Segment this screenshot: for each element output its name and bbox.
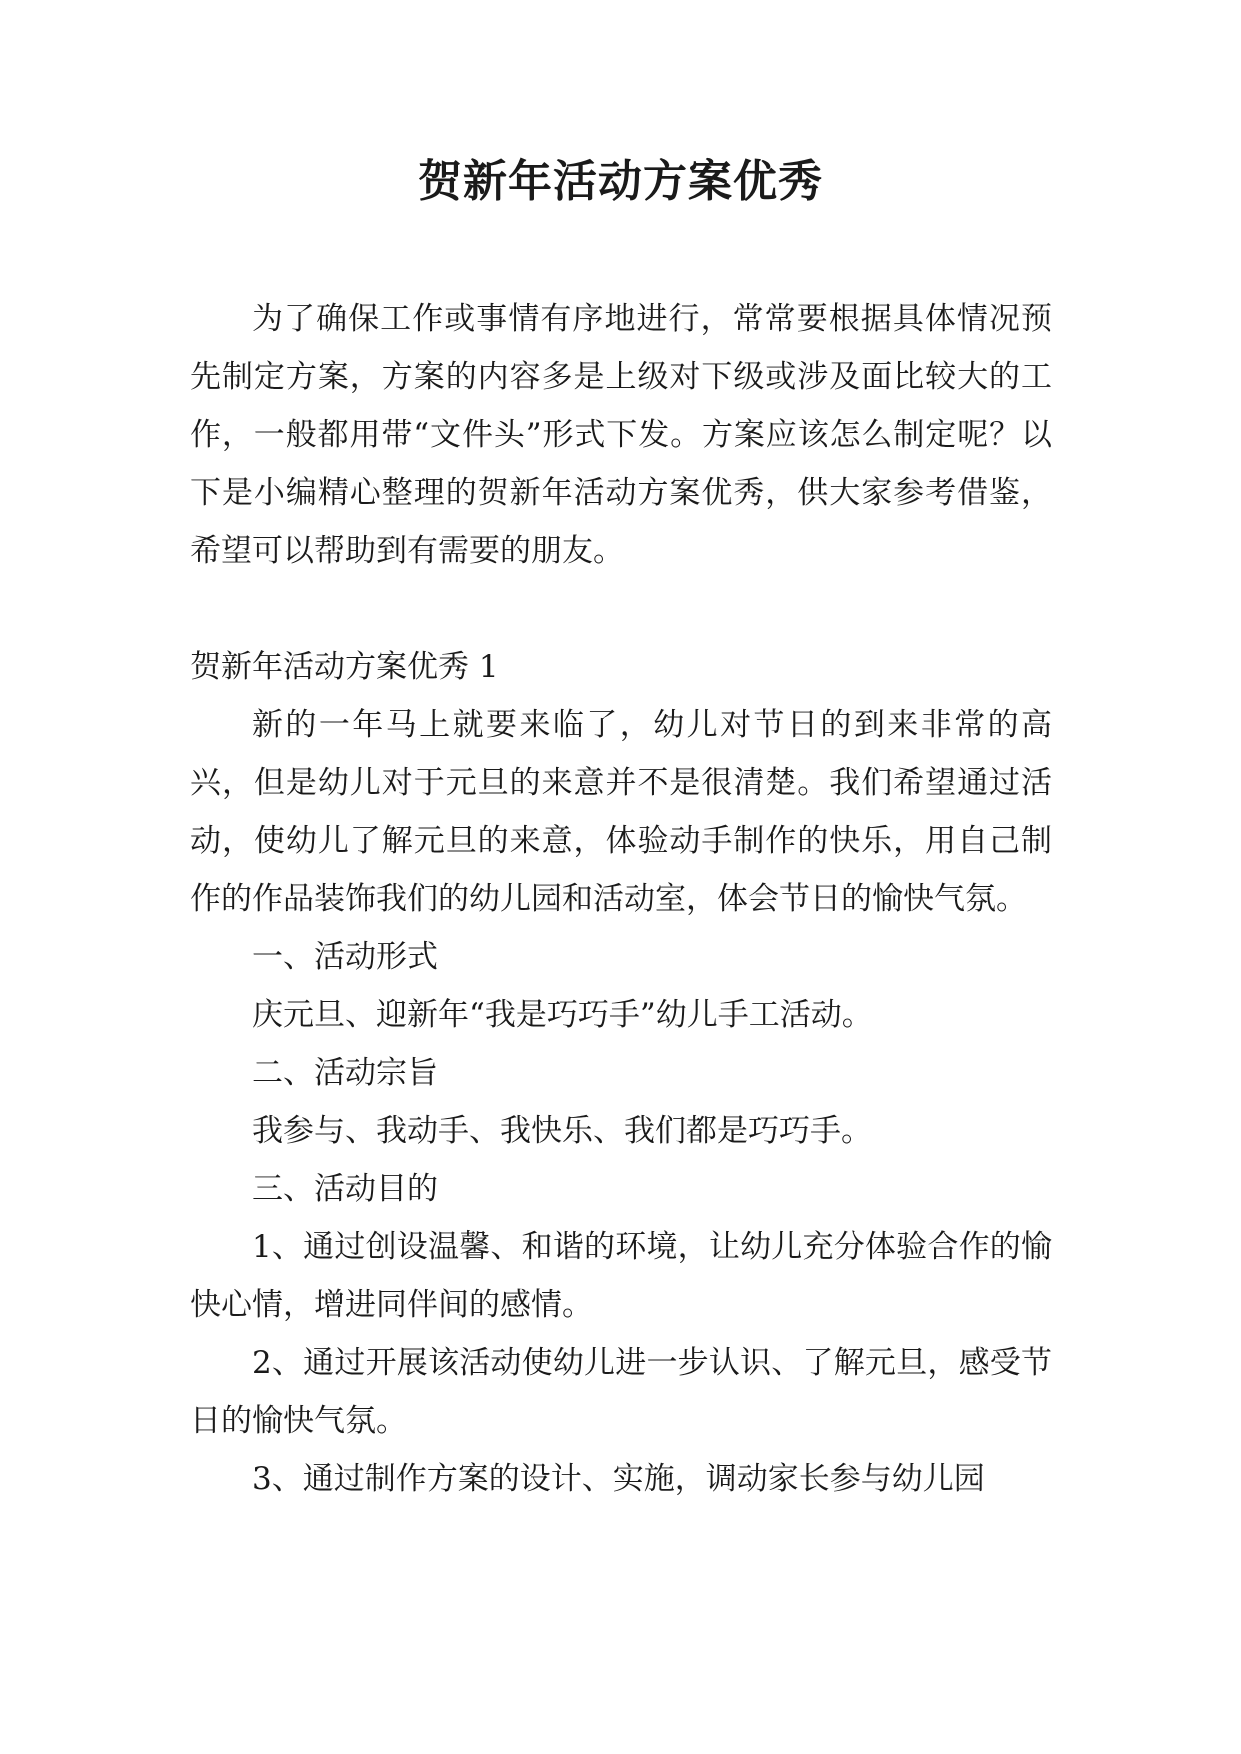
goal-item-2: 2、通过开展该活动使幼儿进一步认识、了解元旦，感受节日的愉快气氛。: [190, 1345, 1052, 1439]
content-activity-purpose: 我参与、我动手、我快乐、我们都是巧巧手。: [252, 1113, 872, 1149]
heading-activity-form: 一、活动形式: [252, 939, 438, 975]
goal-item-1: 1、通过创设温馨、和谐的环境，让幼儿充分体验合作的愉快心情，增进同伴间的感情。: [190, 1229, 1052, 1323]
document-body: [190, 290, 1052, 1508]
heading-activity-purpose: 二、活动宗旨: [252, 1055, 438, 1091]
content-activity-form: 庆元旦、迎新年“我是巧巧手”幼儿手工活动。: [252, 997, 873, 1033]
intro-paragraph: 为了确保工作或事情有序地进行，常常要根据具体情况预先制定方案，方案的内容多是上级对下级或涉及面比较大的工作，一般都用带“文件头”形式下发。方案应该怎么制定呢？以下是小编精心整理的贺新年活动方案优秀，供大家参考借鉴，希望可以帮助到有需要的朋友。: [190, 301, 1052, 569]
heading-activity-goals: 三、活动目的: [252, 1171, 438, 1207]
goal-item-3: 3、通过制作方案的设计、实施，调动家长参与幼儿园: [252, 1461, 985, 1497]
section-heading: 贺新年活动方案优秀 1: [190, 649, 499, 685]
paragraph-gap: [190, 580, 1052, 638]
section-intro-paragraph: 新的一年马上就要来临了，幼儿对节日的到来非常的高兴，但是幼儿对于元旦的来意并不是很清楚。我们希望通过活动，使幼儿了解元旦的来意，体验动手制作的快乐，用自己制作的作品装饰我们的幼儿园和活动室，体会节日的愉快气氛。: [190, 707, 1052, 917]
document-title: 贺新年活动方案优秀: [418, 156, 823, 207]
